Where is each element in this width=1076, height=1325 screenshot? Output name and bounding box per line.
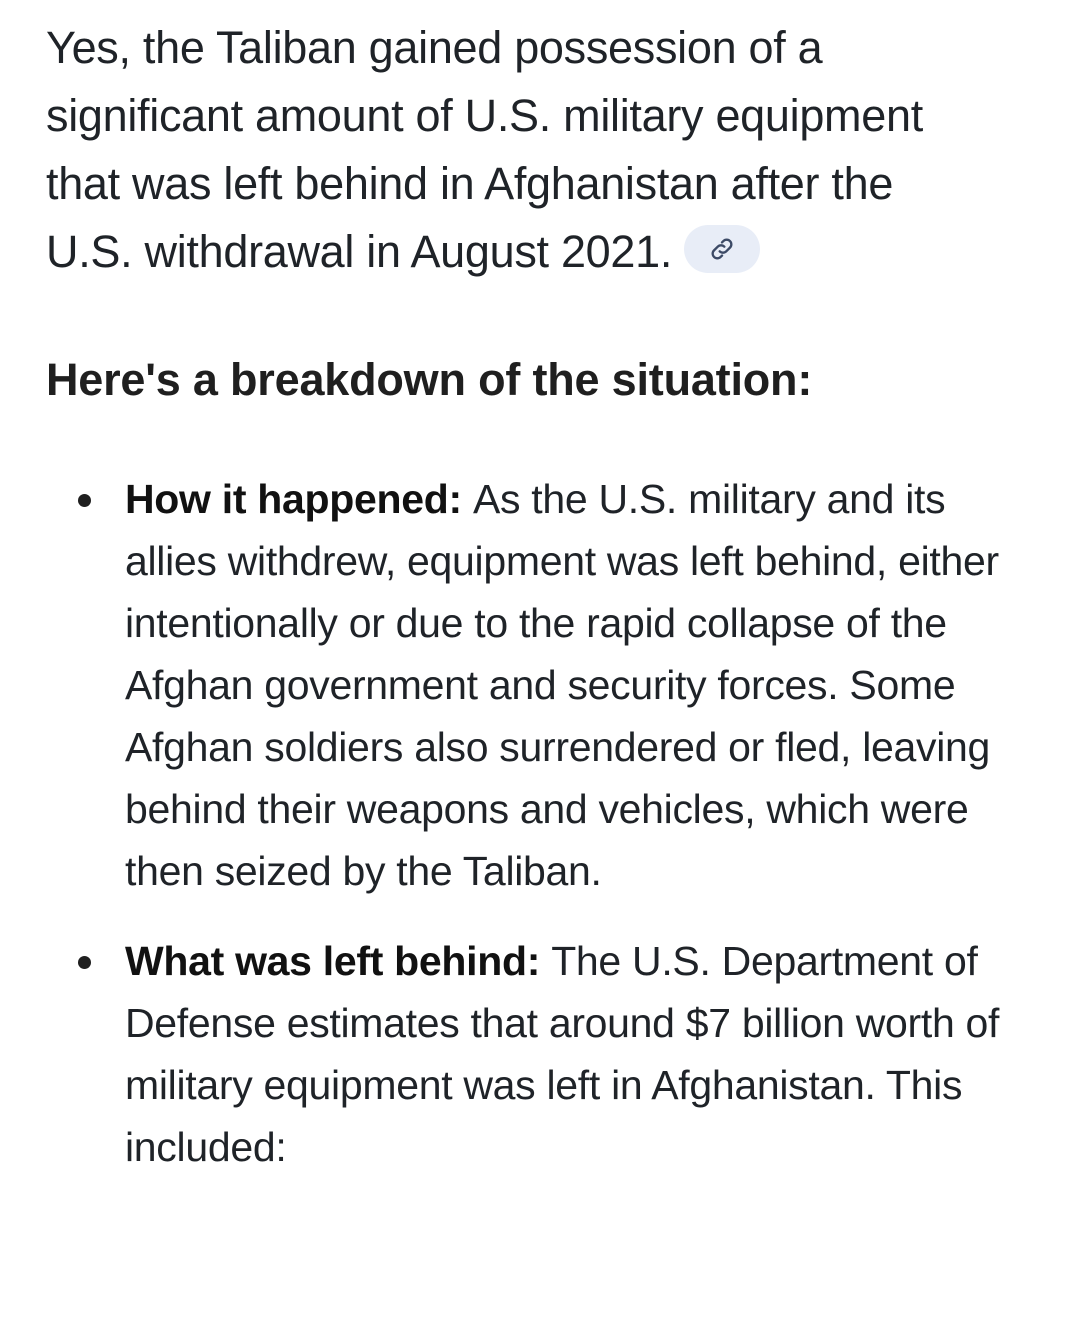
bullet-icon bbox=[78, 494, 91, 507]
list-item bbox=[46, 468, 1025, 902]
bullet-label: How it happened: bbox=[125, 476, 473, 522]
section-heading: Here's a breakdown of the situation: bbox=[46, 354, 813, 405]
intro-paragraph bbox=[46, 14, 966, 286]
bullet-text: As the U.S. military and its allies withdrew, equipment was left behind, either intentionally or due to the rapid collapse of the Afghan government and security forces. Some Afghan soldiers also surrendered or fled, leaving behind their weapons and vehicles, which were then seized by the Taliban. bbox=[125, 476, 999, 894]
response-body bbox=[46, 14, 1046, 1206]
bullet-text: The U.S. Department of Defense estimates that around $7 billion worth of military equipment was left in Afghanistan. This included: bbox=[125, 938, 1000, 1170]
bullet-icon bbox=[78, 956, 91, 969]
link-icon bbox=[708, 235, 736, 263]
list-item bbox=[46, 930, 1025, 1178]
bullet-list bbox=[46, 468, 1046, 1178]
intro-text: Yes, the Taliban gained possession of a significant amount of U.S. military equipment that was left behind in Afghanistan after the U.S. withdrawal in August 2021. bbox=[46, 22, 923, 277]
citation-chip[interactable] bbox=[684, 225, 760, 273]
bullet-label: What was left behind: bbox=[125, 938, 552, 984]
